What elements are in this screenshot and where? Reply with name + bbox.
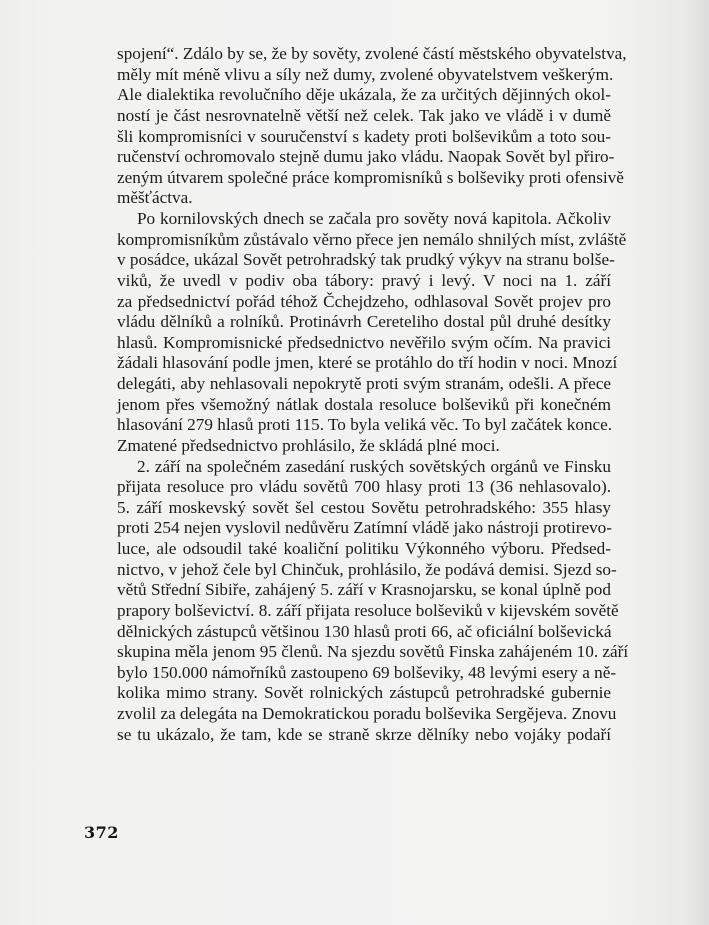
text-line: ností je část nesrovnatelně větší než celek. Tak jako ve vládě i v dumě bbox=[117, 105, 611, 125]
text-line: za předsednictví pořád téhož Čchejdzeho, odhlasoval Sovět projev pro bbox=[117, 291, 611, 311]
text-line: žádali hlasování podle jmen, které se protáhlo do tří hodin v noci. Mnozí bbox=[117, 353, 618, 373]
text-line: kolika mimo strany. Sovět rolnických zástupců petrohradské gubernie bbox=[117, 683, 611, 703]
text-line: jenom přes všemožný nátlak dostala resoluce bolševiků při konečném bbox=[117, 394, 611, 414]
text-line: Po kornilovských dnech se začala pro sověty nová kapitola. Ačkoliv bbox=[137, 209, 611, 228]
text-line: spojení“. Zdálo by se, že by sověty, zvolené částí městského obyvatelstva, bbox=[117, 44, 627, 63]
text-line: kompromisníkům zůstávalo věrno přece jen nemálo shnilých míst, zvláště bbox=[117, 229, 627, 249]
text-line: zeným útvarem společné práce kompromisníků s bolševiky proti ofensivě bbox=[117, 167, 624, 187]
text-line: viků, že uvedl v podiv oba tábory: pravý i levý. V noci na 1. září bbox=[117, 270, 611, 290]
body-text bbox=[117, 44, 629, 745]
text-line: zvolil za delegáta na Demokratickou poradu bolševika Sergějeva. Znovu bbox=[117, 704, 617, 723]
text-line: 2. září na společném zasedání ruských sovětských orgánů ve Finsku bbox=[137, 456, 611, 476]
text-line: měšťáctva. bbox=[117, 188, 193, 208]
text-line: se tu ukázalo, že tam, kde se straně skrze dělníky nebo vojáky podaří bbox=[117, 724, 611, 744]
text-line: hlasů. Kompromisnické předsednictvo nevěřilo svým očím. Na pravici bbox=[117, 332, 611, 352]
text-line: Zmatené předsednictvo prohlásilo, že skládá plné moci. bbox=[117, 435, 500, 455]
text-line: proti 254 nejen vyslovil nedůvěru Zatímní vládě jako nástroji protirevo- bbox=[117, 518, 612, 538]
text-line: luce, ale odsoudil také koaliční politiku Výkonného výboru. Předsed- bbox=[117, 539, 611, 558]
text-line: Ale dialektika revolučního děje ukázala, že za určitých dějinných okol- bbox=[117, 85, 611, 105]
paragraph bbox=[117, 44, 627, 209]
text-line: vládu dělníků a rolníků. Protinávrh Cereteliho dostal půl druhé desítky bbox=[117, 312, 611, 332]
text-line: prapory bolševictví. 8. září přijata resoluce bolševiků v kijevském sovětě bbox=[117, 600, 619, 620]
paragraph bbox=[117, 209, 627, 457]
text-line: přijata resoluce pro vládu sovětů 700 hlasy proti 13 (36 nehlasovalo). bbox=[117, 477, 611, 497]
text-line: skupina měla jenom 95 členů. Na sjezdu sovětů Finska zahájeném 10. září bbox=[117, 642, 629, 662]
text-line: delegáti, aby nehlasovali nepokrytě proti svým stranám, odešli. A přece bbox=[117, 374, 611, 393]
text-line: hlasování 279 hlasů proti 115. To byla veliká věc. To byl začátek konce. bbox=[117, 415, 613, 435]
text-line: bylo 150.000 námořníků zastoupeno 69 bolševiky, 48 levými esery a ně- bbox=[117, 662, 617, 682]
page-number: 372 bbox=[84, 823, 119, 842]
text-line: šli kompromisníci v souručenství s kadety proti bolševikům a toto sou- bbox=[117, 126, 611, 146]
text-line: nictvo, v jehož čele byl Chinčuk, prohlásilo, že podává demisi. Sjezd so- bbox=[117, 559, 617, 579]
text-line: 5. září moskevský sovět šel cestou Sovětu petrohradského: 355 hlasy bbox=[117, 497, 611, 517]
paragraph bbox=[117, 456, 629, 746]
text-line: měly mít méně vlivu a síly než dumy, zvolené obyvatelstvem veškerým. bbox=[117, 64, 614, 84]
text-line: ručenství ochromovalo stejně dumu jako vládu. Naopak Sovět byl přiro- bbox=[117, 147, 615, 167]
text-line: větů Střední Sibiře, zahájený 5. září v Krasnojarsku, se konal úplně pod bbox=[117, 580, 611, 600]
text-line: v posádce, ukázal Sovět petrohradský tak prudký výkyv na stranu bolše- bbox=[117, 250, 615, 270]
text-line: dělnických zástupců většinou 130 hlasů proti 66, ač oficiální bolševická bbox=[117, 621, 612, 641]
